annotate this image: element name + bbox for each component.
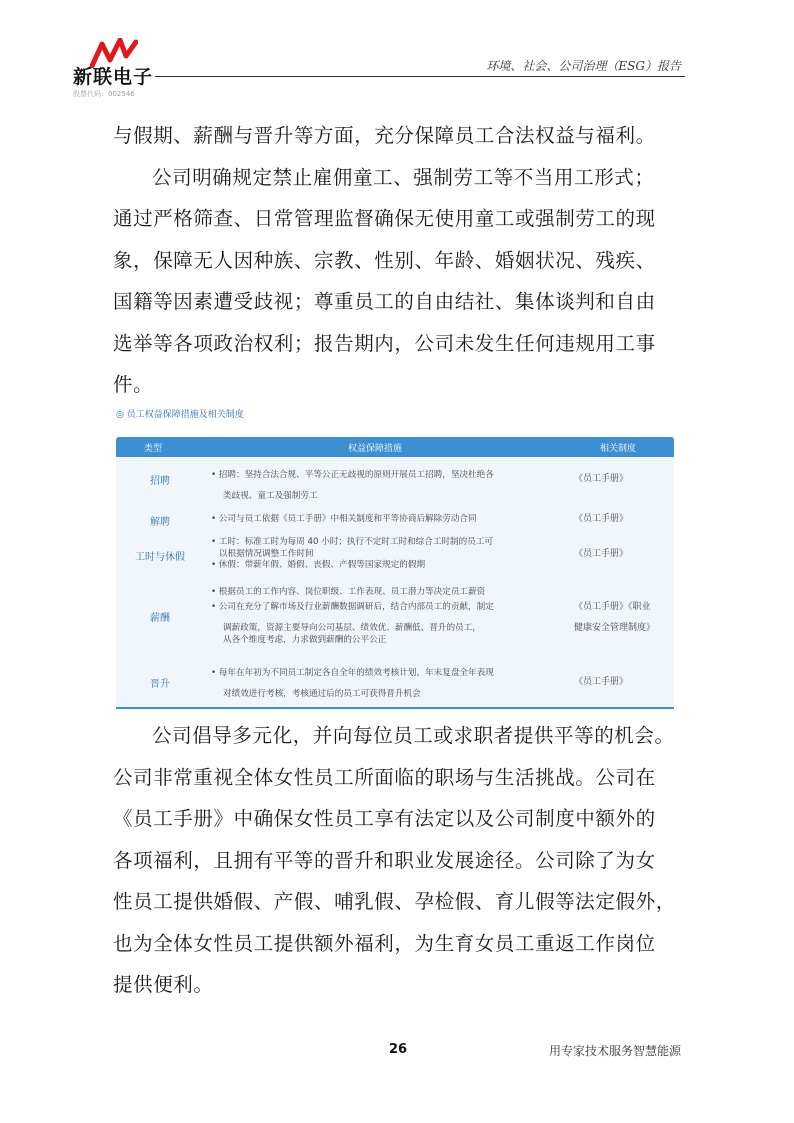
paragraph-line: 也为全体女性员工提供额外福利，为生育女员工重返工作岗位 xyxy=(113,931,656,955)
header-measures: 权益保障措施 xyxy=(348,444,403,454)
row-policy xyxy=(574,597,674,639)
table-caption: ◎ 员工权益保障措施及相关制度 xyxy=(116,410,244,420)
row-measure xyxy=(211,663,571,705)
row-type: 晋升 xyxy=(150,679,170,690)
paragraph-line: 公司明确规定禁止雇佣童工、强制劳工等不当用工形式； xyxy=(152,165,655,189)
logo-text: 新联电子 xyxy=(73,66,154,88)
table-row xyxy=(116,585,674,657)
row-policy xyxy=(574,544,674,565)
measure-line: • 公司与员工依据《员工手册》中相关制度和平等协商后解除劳动合同 xyxy=(211,514,477,524)
measure-line: • 休假：带薪年假、婚假、丧假、产假等国家规定的假期 xyxy=(211,560,426,570)
measure-line: 以根据情况调整工作时间 xyxy=(219,548,314,559)
policy-line: 《员工手册》 xyxy=(574,514,629,524)
row-policy xyxy=(574,469,674,490)
row-type: 解聘 xyxy=(150,517,170,528)
paragraph-line: 公司倡导多元化，并向每位员工或求职者提供平等的机会。 xyxy=(152,724,675,747)
paragraph-line: 件。 xyxy=(113,373,154,396)
row-policy xyxy=(574,672,674,693)
footer-slogan: 用专家技术服务智慧能源 xyxy=(548,1044,681,1058)
measure-line: 对绩效进行考核，考核通过后的员工可获得晋升机会 xyxy=(223,689,421,699)
row-measure xyxy=(211,465,571,507)
policy-line: 《员工手册》 xyxy=(574,677,629,687)
paragraph-line: 各项福利，且拥有平等的晋升和职业发展途径。公司除了为女 xyxy=(113,848,656,872)
row-type: 招聘 xyxy=(150,476,170,487)
policy-line: 健康安全管理制度》 xyxy=(574,623,656,633)
paragraph-line: 象，保障无人因种族、宗教、性别、年龄、婚姻状况、残疾、 xyxy=(113,248,656,272)
measure-line: • 根据员工的工作内容、岗位职级、工作表现、员工潜力等决定员工薪资 xyxy=(211,587,486,597)
paragraph-line: 《员工手册》中确保女性员工享有法定以及公司制度中额外的 xyxy=(113,807,656,830)
paragraph-line: 提供便利。 xyxy=(113,973,214,996)
measure-line: 从各个维度考虑，力求做到薪酬的公平公正 xyxy=(223,634,387,645)
table-header xyxy=(116,437,674,457)
header-divider xyxy=(155,76,685,77)
measure-line: • 工时：标准工时为每周 40 小时；执行不定时工时和综合工时制的员工可 xyxy=(211,537,494,547)
measure-line: • 每年在年初为不同员工制定各自全年的绩效考核计划，年末复盘全年表现 xyxy=(211,668,494,678)
table-row xyxy=(116,461,674,507)
measure-line: • 公司在充分了解市场及行业薪酬数据调研后，结合内部员工的贡献，制定 xyxy=(211,601,494,612)
row-measure xyxy=(211,587,571,646)
page-number: 26 xyxy=(389,1042,408,1057)
stock-code: 股票代码：002546 xyxy=(73,90,135,98)
measure-line: 调薪政策，资源主要导向公司基层、绩效优、薪酬低、晋升的员工， xyxy=(223,623,481,633)
table-row xyxy=(116,509,674,531)
paragraph-line: 公司非常重视全体女性员工所面临的职场与生活挑战。公司在 xyxy=(113,765,656,789)
paragraph-line: 选举等各项政治权利；报告期内，公司未发生任何违规用工事 xyxy=(113,331,656,355)
header-policy: 相关制度 xyxy=(600,444,637,454)
policy-line: 《员工手册》 xyxy=(574,474,629,484)
report-title: 环境、社会、公司治理（ESG）报告 xyxy=(486,59,681,73)
paragraph-line: 国籍等因素遭受歧视；尊重员工的自由结社、集体谈判和自由 xyxy=(113,290,656,313)
row-measure xyxy=(211,537,571,572)
body-paragraph-2 xyxy=(113,715,693,1006)
header-type: 类型 xyxy=(144,444,163,454)
row-policy xyxy=(574,509,674,530)
table-row xyxy=(116,661,674,705)
row-measure xyxy=(211,514,571,526)
paragraph-line: 通过严格筛查、日常管理监督确保无使用童工或强制劳工的现 xyxy=(113,207,656,230)
measure-line: • 招聘：坚持合法合规、平等公正无歧视的原则开展员工招聘，坚决杜绝各 xyxy=(211,470,494,480)
rights-protection-table xyxy=(116,437,674,709)
page-header xyxy=(0,0,794,110)
measure-line: 类歧视、童工及强制劳工 xyxy=(223,491,318,501)
body-paragraph-1 xyxy=(113,115,693,406)
row-type: 工时与休假 xyxy=(135,552,185,563)
paragraph-line: 与假期、薪酬与晋升等方面，充分保障员工合法权益与福利。 xyxy=(113,124,656,147)
row-type: 薪酬 xyxy=(150,613,170,624)
table-row xyxy=(116,535,674,577)
policy-line: 《员工手册》《职业 xyxy=(574,602,651,612)
policy-line: 《员工手册》 xyxy=(574,549,629,559)
paragraph-line: 性员工提供婚假、产假、哺乳假、孕检假、育儿假等法定假外， xyxy=(113,890,676,913)
